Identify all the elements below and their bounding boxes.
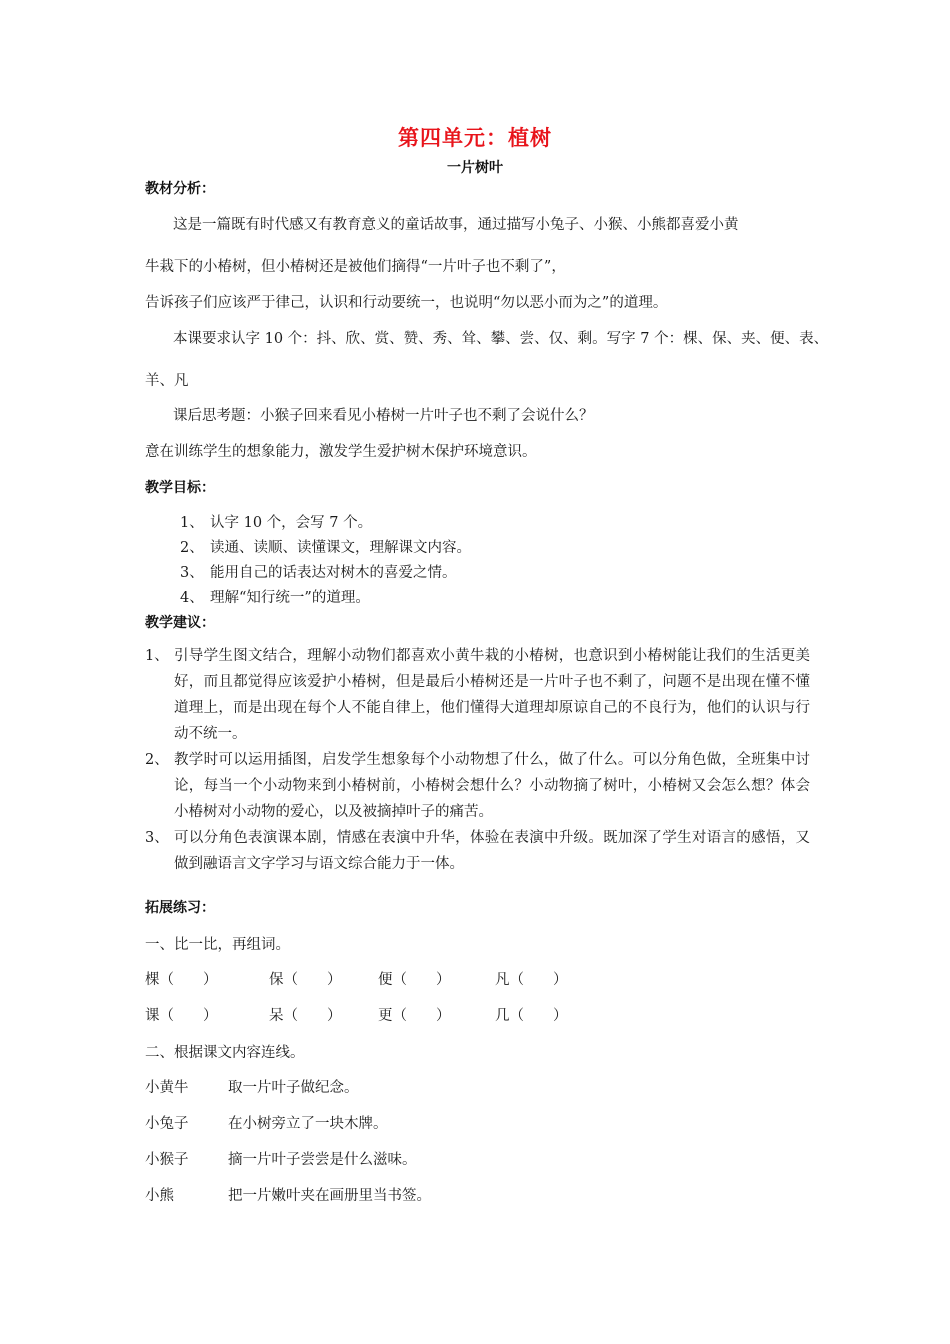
suggestion-text: 教学时可以运用插图，启发学生想象每个小动物想了什么，做了什么。可以分角色做，全班集中讨论，每当一个小动物来到小椿树前，小椿树会想什么？小动物摘了树叶，小椿树又会怎么想？体会小椿树对小动物的爱心，以及被摘掉叶子的痛苦。 <box>174 752 810 820</box>
goal-text: 理解“知行统一”的道理。 <box>210 590 370 606</box>
suggestion-text: 引导学生图文结合，理解小动物们都喜欢小黄牛栽的小椿树，也意识到小椿树能让我们的生活更美好，而且都觉得应该爱护小椿树，但是最后小椿树还是一片叶子也不剩了，问题不是出现在懂不懂道理上，而是出现在每个人不能自律上，他们懂得大道理却原谅自己的不良行为，他们的认识与行动不统一。 <box>174 648 810 742</box>
suggestion-number: 2、 <box>145 752 169 768</box>
lesson-title: 一片树叶 <box>447 160 503 176</box>
analysis-paragraph-line: 意在训练学生的想象能力，激发学生爱护树木保护环境意识。 <box>145 444 537 460</box>
match-action: 摘一片叶子尝尝是什么滋味。 <box>228 1152 417 1168</box>
goal-number: 4、 <box>180 590 204 606</box>
exercises-heading: 拓展练习： <box>145 900 215 916</box>
suggestion-number: 3、 <box>145 830 169 846</box>
goal-item <box>180 561 457 582</box>
goal-number: 1、 <box>180 515 204 531</box>
goals-heading: 教学目标： <box>145 480 215 496</box>
compare-cell: 保（ ） <box>269 972 342 988</box>
compare-cell: 呆（ ） <box>269 1008 342 1024</box>
suggestions-heading: 教学建议： <box>145 615 215 631</box>
analysis-paragraph-line: 羊、凡 <box>145 373 189 389</box>
goal-item <box>180 536 471 557</box>
goal-item <box>180 586 370 607</box>
compare-cell: 棵（ ） <box>145 972 218 988</box>
analysis-paragraph-line: 牛栽下的小椿树，但小椿树还是被他们摘得“一片叶子也不剩了”， <box>145 259 566 275</box>
unit-title: 第四单元：植树 <box>398 126 552 150</box>
match-action: 把一片嫩叶夹在画册里当书签。 <box>228 1188 431 1204</box>
compare-cell: 几（ ） <box>495 1008 568 1024</box>
compare-cell: 课（ ） <box>145 1008 218 1024</box>
exercise-question: 二、根据课文内容连线。 <box>145 1045 305 1061</box>
analysis-paragraph-line: 告诉孩子们应该严于律己，认识和行动要统一，也说明“勿以恶小而为之”的道理。 <box>145 295 668 311</box>
analysis-paragraph-line: 本课要求认字 10 个：抖、欣、赏、赞、秀、耸、攀、尝、仅、剩。写字 7 个：棵、保、夹、便、表、 <box>173 331 829 347</box>
goal-text: 能用自己的话表达对树木的喜爱之情。 <box>210 565 457 581</box>
analysis-heading: 教材分析： <box>145 181 215 197</box>
suggestion-number: 1、 <box>145 648 169 664</box>
match-character: 小猴子 <box>145 1152 189 1168</box>
suggestion-item <box>145 825 810 877</box>
compare-cell: 凡（ ） <box>495 972 568 988</box>
compare-cell: 更（ ） <box>378 1008 451 1024</box>
compare-cell: 便（ ） <box>378 972 451 988</box>
match-action: 在小树旁立了一块木牌。 <box>228 1116 388 1132</box>
goal-text: 认字 10 个，会写 7 个。 <box>210 515 373 531</box>
goal-item <box>180 511 372 532</box>
suggestion-text: 可以分角色表演课本剧，情感在表演中升华，体验在表演中升级。既加深了学生对语言的感悟，又做到融语言文字学习与语文综合能力于一体。 <box>174 830 810 872</box>
match-character: 小黄牛 <box>145 1080 189 1096</box>
goal-number: 3、 <box>180 565 204 581</box>
match-character: 小熊 <box>145 1188 174 1204</box>
match-character: 小兔子 <box>145 1116 189 1132</box>
suggestion-item <box>145 643 810 747</box>
analysis-paragraph-line: 课后思考题：小猴子回来看见小椿树一片叶子也不剩了会说什么？ <box>173 408 594 424</box>
match-action: 取一片叶子做纪念。 <box>228 1080 359 1096</box>
analysis-paragraph-line: 这是一篇既有时代感又有教育意义的童话故事，通过描写小兔子、小猴、小熊都喜爱小黄 <box>173 217 739 233</box>
exercise-question: 一、比一比，再组词。 <box>145 937 290 953</box>
suggestion-item <box>145 747 810 825</box>
goal-text: 读通、读顺、读懂课文，理解课文内容。 <box>210 540 471 556</box>
goal-number: 2、 <box>180 540 204 556</box>
